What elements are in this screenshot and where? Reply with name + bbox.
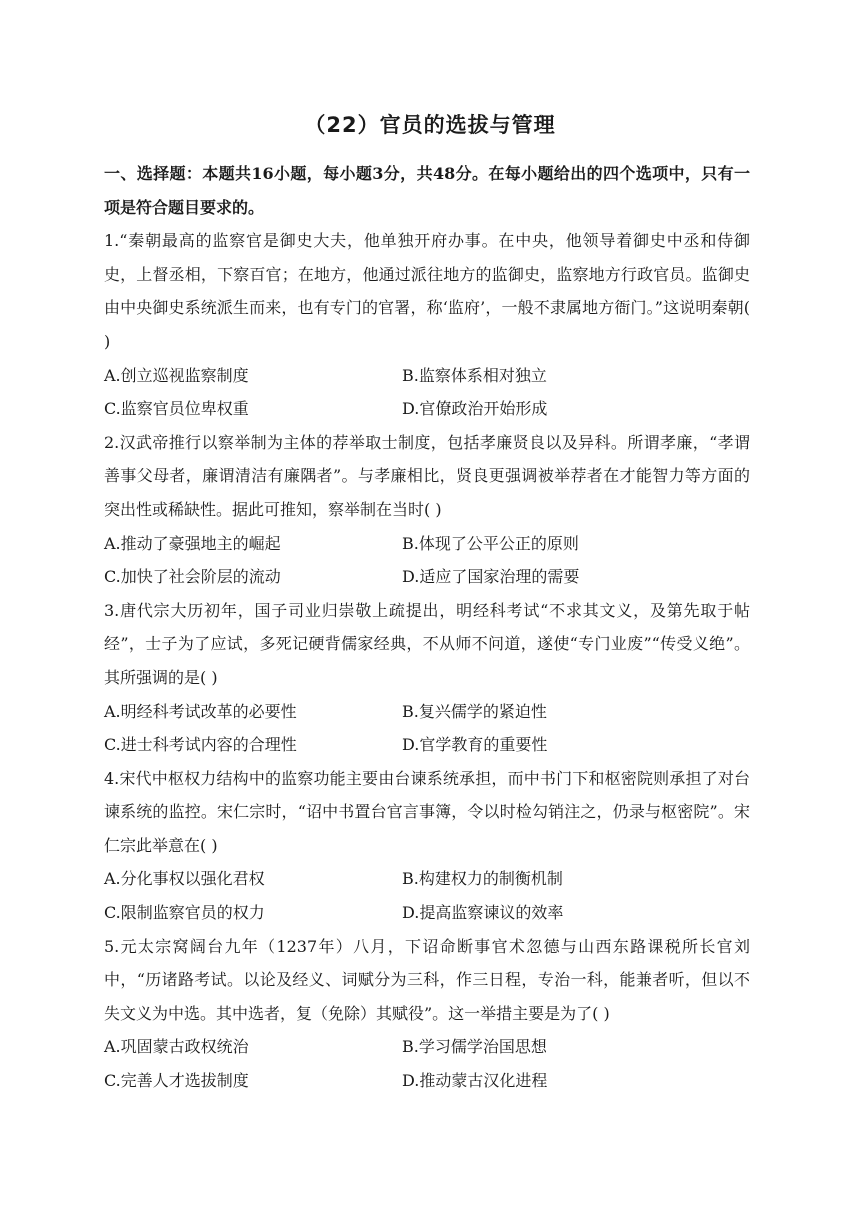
options-row (104, 359, 750, 393)
question-stem: 1.“秦朝最高的监察官是御史大夫，他单独开府办事。在中央，他领导着御史中丞和侍御史，上督丞相，下察百官；在地方，他通过派往地方的监御史，监察地方行政官员。监御史由中央御史系统派生而来，也有专门的官署，称‘监府’，一般不隶属地方衙门。”这说明秦朝( ) (104, 231, 750, 351)
question-4 (104, 762, 750, 930)
option-c: C.完善人才选拔制度 (104, 1071, 249, 1091)
option-d: D.推动蒙古汉化进程 (402, 1071, 548, 1091)
question-2 (104, 426, 750, 594)
option-d: D.提高监察谏议的效率 (402, 903, 564, 923)
option-d: D.官僚政治开始形成 (402, 399, 548, 419)
section-heading: 一、选择题：本题共16小题，每小题3分，共48分。在每小题给出的四个选项中，只有一项是符合题目要求的。 (104, 164, 750, 217)
option-a: A.创立巡视监察制度 (104, 365, 249, 385)
question-5 (104, 930, 750, 1098)
option-c: C.加快了社会阶层的流动 (104, 567, 281, 587)
option-c: C.限制监察官员的权力 (104, 903, 265, 923)
options-row (104, 1064, 750, 1098)
options-row (104, 896, 750, 930)
options-row (104, 392, 750, 426)
options-row (104, 695, 750, 729)
question-stem: 4.宋代中枢权力结构中的监察功能主要由台谏系统承担，而中书门下和枢密院则承担了对台谏系统的监控。宋仁宗时，“诏中书置台官言事簿，令以时检勾销注之，仍录与枢密院”。宋仁宗此举意在( ) (104, 768, 750, 855)
option-d: D.适应了国家治理的需要 (402, 567, 580, 587)
option-b: B.复兴儒学的紧迫性 (402, 701, 547, 721)
options-row (104, 862, 750, 896)
option-a: A.巩固蒙古政权统治 (104, 1037, 249, 1057)
option-b: B.学习儒学治国思想 (402, 1037, 547, 1057)
option-b: B.体现了公平公正的原则 (402, 533, 579, 553)
option-a: A.推动了豪强地主的崛起 (104, 533, 281, 553)
options-row (104, 560, 750, 594)
option-b: B.监察体系相对独立 (402, 365, 547, 385)
options-row (104, 728, 750, 762)
options-row (104, 527, 750, 561)
option-c: C.进士科考试内容的合理性 (104, 735, 297, 755)
question-3 (104, 594, 750, 762)
option-d: D.官学教育的重要性 (402, 735, 548, 755)
question-stem: 2.汉武帝推行以察举制为主体的荐举取士制度，包括孝廉贤良以及异科。所谓孝廉，“孝谓善事父母者，廉谓清洁有廉隅者”。与孝廉相比，贤良更强调被举荐者在才能智力等方面的突出性或稀缺性。据此可推知，察举制在当时( ) (104, 432, 750, 519)
option-a: A.明经科考试改革的必要性 (104, 701, 297, 721)
options-row (104, 1030, 750, 1064)
option-c: C.监察官员位卑权重 (104, 399, 249, 419)
option-b: B.构建权力的制衡机制 (402, 869, 563, 889)
question-stem: 5.元太宗窝阔台九年（1237年）八月，下诏命断事官术忽德与山西东路课税所长官刘中，“历诸路考试。以论及经义、词赋分为三科，作三日程，专治一科，能兼者听，但以不失文义为中选。其中选者，复（免除）其赋役”。这一举措主要是为了( ) (104, 936, 750, 1023)
option-a: A.分化事权以强化君权 (104, 869, 265, 889)
question-stem: 3.唐代宗大历初年，国子司业归崇敬上疏提出，明经科考试“不求其文义，及第先取于帖经”，士子为了应试，多死记硬背儒家经典，不从师不问道，遂使“专门业废”“传受义绝”。其所强调的是( ) (104, 600, 750, 687)
question-1 (104, 224, 750, 426)
page-title: （22）官员的选拔与管理 (304, 113, 556, 137)
question-section (104, 157, 750, 1098)
